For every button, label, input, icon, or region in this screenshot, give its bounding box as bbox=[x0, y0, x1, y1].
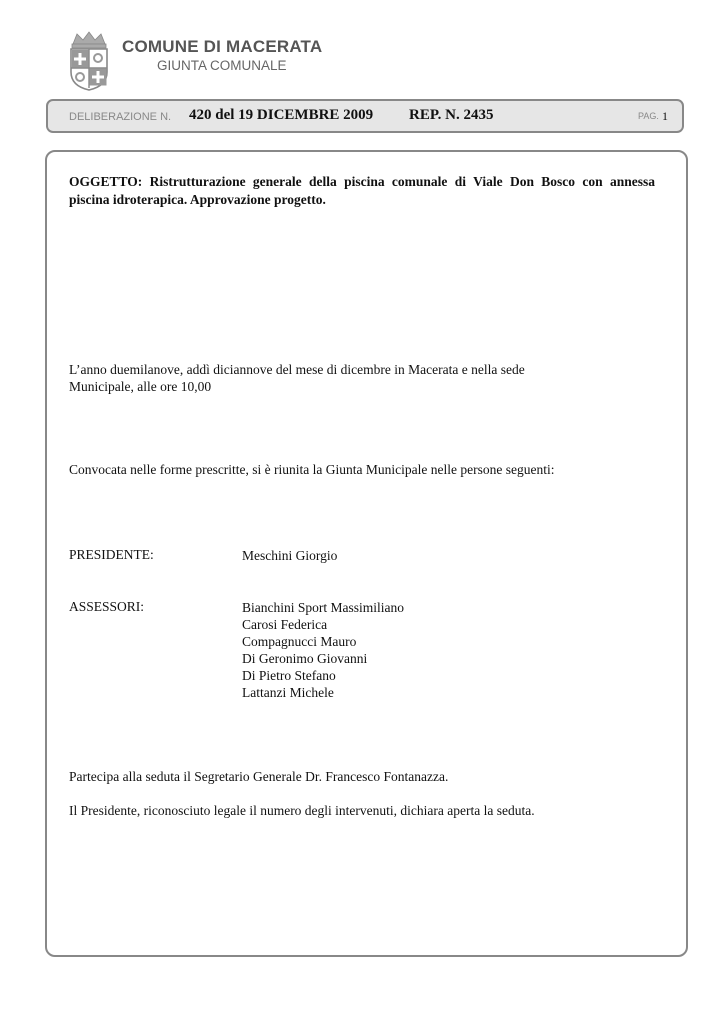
assessors-label: ASSESSORI: bbox=[69, 599, 145, 614]
page-number: 1 bbox=[662, 109, 668, 123]
assessor-name: Compagnucci Mauro bbox=[242, 634, 357, 649]
subject: OGGETTO: Ristrutturazione generale della piscina comunale di Viale Don Bosco con annessa piscina idroterapica. Approvazione progetto. bbox=[69, 174, 655, 207]
assessor-name: Di Pietro Stefano bbox=[242, 668, 336, 683]
city-crest-icon bbox=[67, 30, 111, 92]
assessor-name: Di Geronimo Giovanni bbox=[242, 651, 368, 666]
deliberation-header bbox=[46, 99, 684, 133]
session-open-paragraph: Il Presidente, riconosciuto legale il numero degli intervenuti, dichiara aperta la seduta. bbox=[69, 803, 535, 818]
assessors-list bbox=[242, 599, 404, 701]
org-name: COMUNE DI MACERATA bbox=[122, 37, 323, 56]
deliberation-number: 420 del 19 DICEMBRE 2009 bbox=[189, 107, 374, 123]
secretary-paragraph: Partecipa alla seduta il Segretario Generale Dr. Francesco Fontanazza. bbox=[69, 769, 449, 784]
page-label: PAG. bbox=[638, 111, 659, 121]
intro-line-2: Municipale, alle ore 10,00 bbox=[69, 379, 212, 394]
repertory-number: REP. N. 2435 bbox=[409, 107, 494, 123]
deliberation-label: DELIBERAZIONE N. bbox=[69, 111, 172, 123]
intro-paragraph bbox=[69, 361, 629, 395]
president-name: Meschini Giorgio bbox=[242, 548, 338, 563]
convocation-paragraph: Convocata nelle forme prescritte, si è riunita la Giunta Municipale nelle persone seguenti: bbox=[69, 462, 555, 477]
assessor-name: Bianchini Sport Massimiliano bbox=[242, 600, 404, 615]
assessor-name: Lattanzi Michele bbox=[242, 685, 334, 700]
intro-line-1: L’anno duemilanove, addì diciannove del mese di dicembre in Macerata e nella sede bbox=[69, 362, 525, 377]
assessor-name: Carosi Federica bbox=[242, 617, 328, 632]
org-subtitle: GIUNTA COMUNALE bbox=[157, 58, 287, 73]
president-label: PRESIDENTE: bbox=[69, 547, 154, 562]
